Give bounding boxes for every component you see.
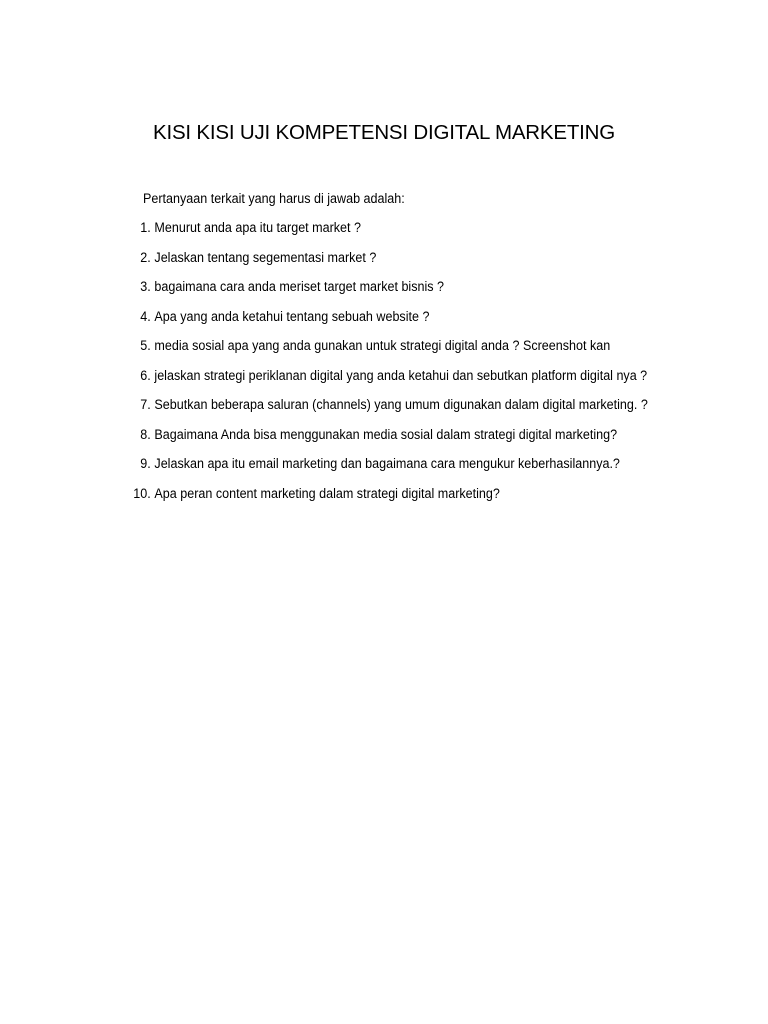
question-item (120, 277, 648, 307)
question-item (120, 336, 648, 366)
question-text: media sosial apa yang anda gunakan untuk strategi digital anda ? Screenshot kan (154, 338, 611, 353)
question-text: Sebutkan beberapa saluran (channels) yang umum digunakan dalam digital marketing. ? (154, 397, 648, 412)
question-number: 3. (140, 279, 151, 294)
question-text: jelaskan strategi periklanan digital yang anda ketahui dan sebutkan platform digital nya ? (154, 367, 648, 383)
question-text: Apa yang anda ketahui tentang sebuah website ? (154, 308, 430, 324)
question-text: Jelaskan tentang segementasi market ? (154, 249, 377, 265)
question-number: 6. (140, 367, 151, 383)
question-text: Apa peran content marketing dalam strategi digital marketing? (154, 485, 500, 501)
question-list (120, 218, 688, 513)
question-number: 10. (133, 485, 151, 501)
question-item (120, 454, 648, 484)
question-number: 5. (140, 338, 151, 353)
question-item (120, 484, 648, 514)
question-text: Jelaskan apa itu email marketing dan bagaimana cara mengukur keberhasilannya.? (154, 456, 620, 471)
question-number: 2. (140, 249, 151, 265)
question-item (120, 366, 648, 396)
question-item (120, 425, 648, 455)
question-text: Bagaimana Anda bisa menggunakan media sosial dalam strategi digital marketing? (154, 426, 618, 442)
question-number: 1. (140, 220, 151, 235)
question-text: bagaimana cara anda meriset target market bisnis ? (154, 279, 445, 294)
question-item (120, 307, 648, 337)
question-item (120, 218, 648, 248)
question-item (120, 248, 648, 278)
question-number: 9. (140, 456, 151, 471)
intro-text: Pertanyaan terkait yang harus di jawab adalah: (143, 191, 405, 206)
question-text: Menurut anda apa itu target market ? (154, 220, 362, 235)
question-item (120, 395, 648, 425)
question-number: 8. (140, 426, 151, 442)
question-number: 7. (140, 397, 151, 412)
document-title: KISI KISI UJI KOMPETENSI DIGITAL MARKETING (152, 121, 616, 144)
question-number: 4. (140, 308, 151, 324)
